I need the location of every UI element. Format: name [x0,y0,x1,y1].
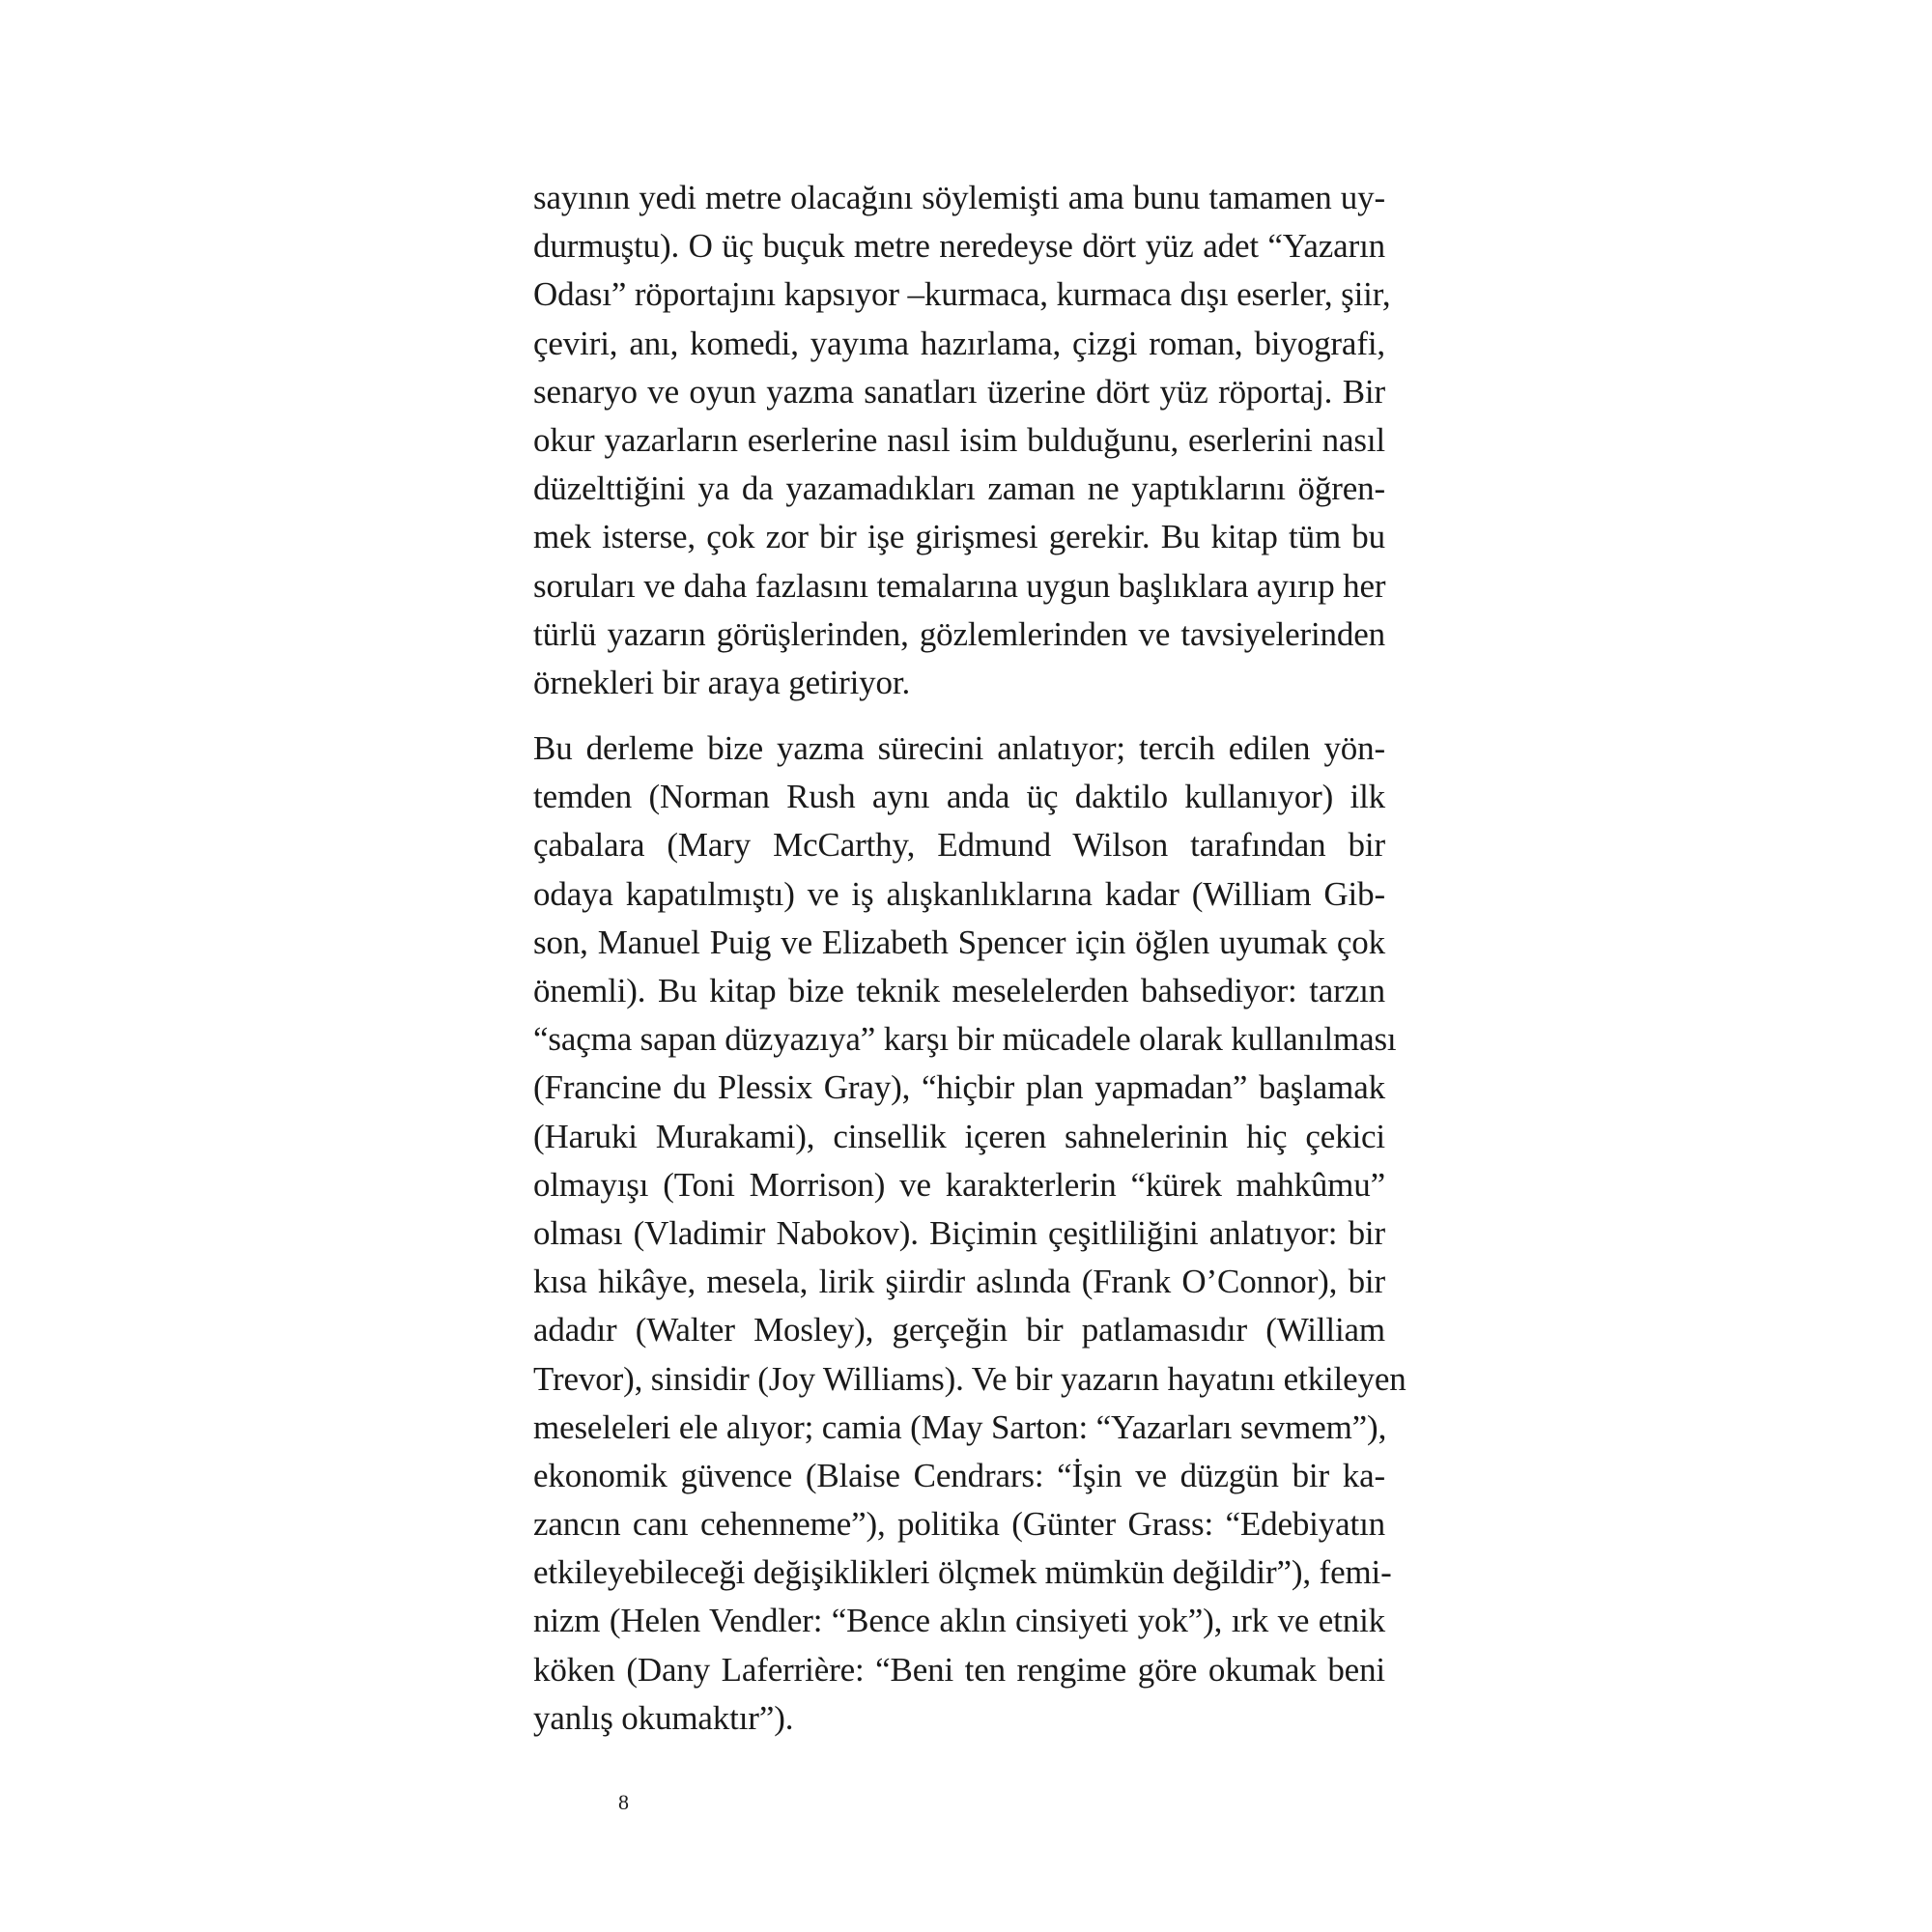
text-line: son, Manuel Puig ve Elizabeth Spencer için öğlen uyumak çok [533,923,1385,961]
text-line: senaryo ve oyun yazma sanatları üzerine dört yüz röportaj. Bir [533,372,1385,411]
text-line: okur yazarların eserlerine nasıl isim bulduğunu, eserlerini nasıl [533,420,1385,459]
page-number: 8 [618,1790,629,1814]
paragraph-2 [533,724,1406,1743]
body-text [533,174,1406,1743]
text-line: temden (Norman Rush aynı anda üç daktilo kullanıyor) ilk [533,778,1385,816]
text-line: adadır (Walter Mosley), gerçeğin bir patlamasıdır (William [533,1311,1385,1350]
text-line: Bu derleme bize yazma sürecini anlatıyor; tercih edilen yön- [533,729,1385,768]
text-line: odaya kapatılmıştı) ve iş alışkanlıklarına kadar (William Gib- [533,874,1385,913]
text-line: önemli). Bu kitap bize teknik meselelerden bahsediyor: tarzın [533,972,1385,1009]
paragraph-spacer [533,707,1385,724]
text-line: olması (Vladimir Nabokov). Biçimin çeşitliliğini anlatıyor: bir [533,1213,1385,1252]
text-line: “saçma sapan düzyazıya” karşı bir mücadele olarak kullanılması [533,1020,1397,1059]
text-line: durmuştu). O üç buçuk metre neredeyse dört yüz adet “Yazarın [533,227,1385,266]
paragraph-1 [533,174,1391,707]
text-line: köken (Dany Laferrière: “Beni ten rengime göre okumak beni [533,1650,1385,1689]
text-line: çabalara (Mary McCarthy, Edmund Wilson tarafından bir [533,826,1385,865]
text-line: nizm (Helen Vendler: “Bence aklın cinsiyeti yok”), ırk ve etnik [533,1602,1385,1640]
text-line: türlü yazarın görüşlerinden, gözlemlerinden ve tavsiyelerinden [533,614,1385,653]
text-line: Trevor), sinsidir (Joy Williams). Ve bir yazarın hayatını etkileyen [533,1359,1406,1398]
text-line: yanlış okumaktır”). [533,1698,794,1737]
text-line: zancın canı cehenneme”), politika (Günter Grass: “Edebiyatın [533,1505,1385,1544]
text-line: soruları ve daha fazlasını temalarına uygun başlıklara ayırıp her [533,566,1386,605]
text-line: olmayışı (Toni Morrison) ve karakterlerin “kürek mahkûmu” [533,1165,1385,1204]
text-line: Odası” röportajını kapsıyor –kurmaca, kurmaca dışı eserler, şiir, [533,275,1391,314]
text-line: ekonomik güvence (Blaise Cendrars: “İşin ve düzgün bir ka- [533,1456,1385,1494]
text-line: (Francine du Plessix Gray), “hiçbir plan yapmadan” başlamak [533,1068,1385,1107]
text-line: mek isterse, çok zor bir işe girişmesi gerekir. Bu kitap tüm bu [533,518,1385,556]
text-line: etkileyebileceği değişiklikleri ölçmek mümkün değildir”), femi- [533,1553,1392,1592]
text-line: (Haruki Murakami), cinsellik içeren sahnelerinin hiç çekici [533,1117,1385,1155]
text-line: düzelttiğini ya da yazamadıkları zaman ne yaptıklarını öğren- [533,469,1385,508]
text-line: kısa hikâye, mesela, lirik şiirdir aslında (Frank O’Connor), bir [533,1263,1385,1301]
text-line: meseleleri ele alıyor; camia (May Sarton: “Yazarları sevmem”), [533,1407,1387,1446]
text-line: sayının yedi metre olacağını söylemişti ama bunu tamamen uy- [533,179,1385,216]
text-line: örnekleri bir araya getiriyor. [533,663,911,701]
text-line: çeviri, anı, komedi, yayıma hazırlama, çizgi roman, biyografi, [533,324,1385,362]
